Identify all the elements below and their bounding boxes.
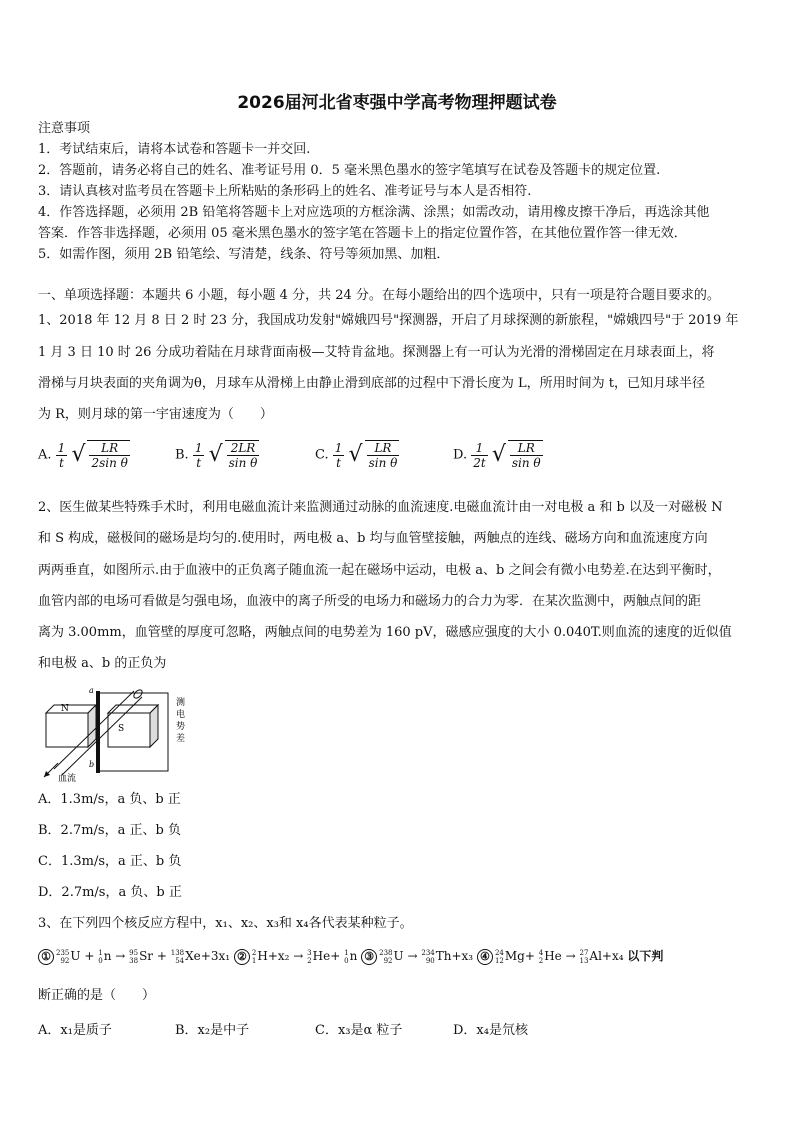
electrode-b-label: b	[89, 760, 95, 769]
q1-line: 为 R，则月球的第一宇宙速度为（ ）	[38, 407, 273, 422]
meter-label-4: 差	[176, 734, 186, 744]
q3-option-c[interactable]: C．x₃是α 粒子	[315, 1023, 403, 1038]
notice-item: 4．作答选择题，必须用 2B 铅笔将答题卡上对应选项的方框涂满、涂黑；如需改动，请用橡皮擦干净后，再选涂其他	[38, 205, 710, 220]
page-title: 2026届河北省枣强中学高考物理押题试卷	[237, 93, 557, 113]
q1-option-c[interactable]: C. $\frac{1}{t}$ √ $\frac{LR}{\text{sin θ}}$	[315, 440, 398, 470]
blood-flow-label: 血流	[58, 774, 77, 783]
q2-option-d[interactable]: D．2.7m/s，a 负、b 正	[38, 885, 182, 900]
q1-line: 1、2018 年 12 月 8 日 2 时 23 分，我国成功发射"嫦娥四号"探测器，开启了月球探测的新旅程，"嫦娥四号"于 2019 年	[38, 313, 739, 328]
q3-line: 断正确的是（ ）	[38, 988, 156, 1003]
notice-item: 3．请认真核对监考员在答题卡上所粘贴的条形码上的姓名、准考证号与本人是否相符.	[38, 184, 532, 199]
section-heading: 一、单项选择题：本题共 6 小题，每小题 4 分，共 24 分。在每小题给出的四个选项中，只有一项是符合题目要求的。	[38, 288, 720, 303]
q3-equations: ① 235 92 U + 1 0 n → 95 38 Sr + 138 54 Xe+3x₁ ② 2 1 H+x₂ → 3 2 He+ 1 0 n ③ 238 92 U → 234 90 Th+x₃ ④ 24 12 Mg+ 4 2 He → 27 13 Al+x₄ 以下判	[38, 948, 663, 965]
q3-option-a[interactable]: A．x₁是质子	[38, 1023, 112, 1038]
meter-label-1: 测	[176, 698, 186, 708]
q2-line: 和电极 a、b 的正负为	[38, 656, 167, 671]
q1-line: 1 月 3 日 10 时 26 分成功着陆在月球背面南极—艾特肯盆地。探测器上有一可认为光滑的滑梯固定在月球表面上，将	[38, 345, 715, 360]
q3-stem: 3、在下列四个核反应方程中，x₁、x₂、x₃和 x₄各代表某种粒子。	[38, 916, 413, 931]
magnet-n-label: N	[61, 704, 69, 714]
notice-item: 2．答题前，请务必将自己的姓名、准考证号用 0．5 毫米黑色墨水的签字笔填写在试卷及答题卡的规定位置.	[38, 163, 661, 178]
q3-option-d[interactable]: D．x₄是氘核	[453, 1023, 528, 1038]
q1-line: 滑梯与月块表面的夹角调为θ，月球车从滑梯上由静止滑到底部的过程中下滑长度为 L，所用时间为 t，已知月球半径	[38, 376, 705, 391]
meter-label-2: 电	[176, 710, 186, 720]
option-label: B.	[175, 447, 189, 463]
q2-option-a[interactable]: A．1.3m/s，a 负、b 正	[38, 792, 181, 807]
option-label: C.	[315, 447, 329, 463]
q1-option-a[interactable]: A. $\frac{1}{t}$ √ $\frac{LR}{\text{2sin θ}}$	[38, 440, 128, 470]
q2-option-b[interactable]: B．2.7m/s，a 正、b 负	[38, 823, 181, 838]
blood-flow-meter-figure	[38, 683, 198, 783]
q2-line: 离为 3.00mm，血管壁的厚度可忽略，两触点间的电势差为 160 pV，磁感应强度的大小 0.040T.则血流的速度的近似值	[38, 625, 732, 640]
q2-line: 和 S 构成，磁极间的磁场是均匀的.使用时，两电极 a、b 均与血管壁接触，两触点的连线、磁场方向和血流速度方向	[38, 531, 708, 546]
q3-option-b[interactable]: B．x₂是中子	[175, 1023, 250, 1038]
q2-line: 2、医生做某些特殊手术时，利用电磁血流计来监测通过动脉的血流速度.电磁血流计由一对电极 a 和 b 以及一对磁极 N	[38, 500, 723, 515]
q1-option-d[interactable]: D. $\frac{1}{2t}$ √ $\frac{LR}{\text{sin θ}}$	[453, 440, 541, 470]
option-label: D.	[453, 447, 468, 463]
notice-item: 答案．作答非选择题，必须用 05 毫米黑色墨水的签字笔在答题卡上的指定位置作答，在其他位置作答一律无效．	[38, 226, 687, 241]
q2-option-c[interactable]: C．1.3m/s，a 正、b 负	[38, 854, 182, 869]
coefficient: $\frac{1}{t}$	[57, 440, 66, 470]
q2-line: 血管内部的电场可看做是匀强电场，血液中的离子所受的电场力和磁场力的合力为零．在某次监测中，两触点间的距	[38, 594, 702, 609]
option-label: A.	[38, 447, 52, 463]
notice-heading: 注意事项	[38, 121, 91, 136]
coefficient: $\frac{1}{t}$	[194, 440, 203, 470]
magnet-s-label: S	[118, 724, 125, 734]
q1-option-b[interactable]: B. $\frac{1}{t}$ √ $\frac{2LR}{\text{sin θ}}$	[175, 440, 258, 470]
notice-item: 1．考试结束后，请将本试卷和答题卡一并交回.	[38, 142, 311, 157]
q2-line: 两两垂直，如图所示.由于血液中的正负离子随血流一起在磁场中运动，电极 a、b 之间会有微小电势差.在达到平衡时，	[38, 563, 721, 578]
electrode-a-label: a	[89, 686, 94, 695]
meter-label-3: 势	[176, 722, 186, 732]
coefficient: $\frac{1}{t}$	[334, 440, 343, 470]
coefficient: $\frac{1}{2t}$	[473, 440, 486, 470]
notice-item: 5．如需作图，须用 2B 铅笔绘、写清楚，线条、符号等须加黑、加粗．	[38, 247, 450, 262]
